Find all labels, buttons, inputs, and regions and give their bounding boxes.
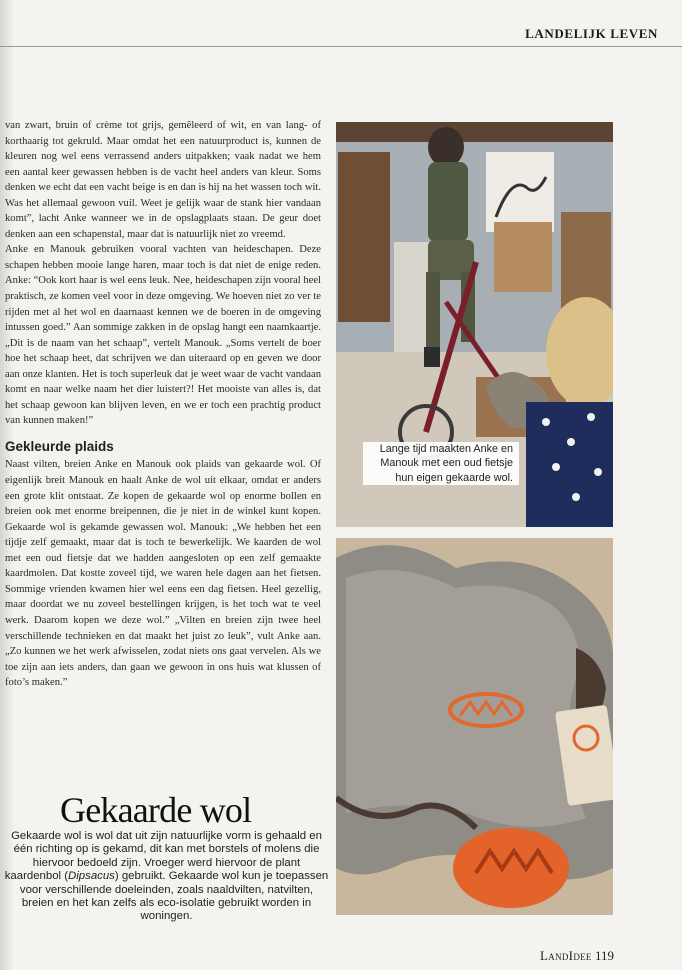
article-paragraph-2: Anke en Manouk gebruiken vooral vachten van heideschapen. Deze schapen hebben mooie lange haren, maar toch is dat niet de enige reden. Anke: “Ook kort haar is wel eens leuk. Nee, heideschapen zijn vooral heel praktisch, ze komen veel voor in deze omgeving. We hoeven niet zo ver te rijden met al het wol en daarnaast kennen we de boeren in de omgeving intussen goed.” Aan sommige zakken in de opslag hangt een naamkaartje. „Dit is de naam van het schaap”, vertelt Manouk. „Soms vertelt de boer hoe het schaap heet, dat schrijven we dan uiteraard op en geven we door aan onze klanten. Het is toch superleuk dat je weet waar de vacht vandaan komt en naar welke naam het dier luistert?! Het mooiste van alles is, dat het schaap gewoon kan blijven leven, en we er toch een prachtig product van kunnen maken!”	[5, 244, 321, 427]
infobox-body	[4, 830, 329, 924]
header-rule	[0, 46, 682, 47]
infobox-title: Gekaarde wol	[60, 790, 252, 830]
magazine-brand: LandIdee	[540, 948, 592, 963]
section-header: LANDELIJK LEVEN	[525, 26, 658, 41]
article-paragraph-1: van zwart, bruin of crème tot grijs, gemêleerd of wit, en van lang- of korthaarig tot gekruld. Maar omdat het een natuurproduct is, kunnen de kleuren nog wel eens verrassend anders uitpakken; vaak nadat we hem een aantal keer gewassen hebben is de vacht heel anders van kleur. Soms denken we echt dat een vacht beige is en dan is hij na het wassen toch wit. Was het allemaal gewoon vuil. Weet je gelijk waar de stank hier vandaan komt”, lacht Anke wanneer we in de opslagplaats staan. De geur doet denken aan een schapenstal, maar dat is natuurlijk niet zo vreemd.	[5, 120, 321, 240]
article-paragraph-3: Naast vilten, breien Anke en Manouk ook plaids van gekaarde wol. Of eigenlijk breit Manouk en haalt Anke de wol uit elkaar, omdat er anders een grote klit ontstaat. Ze kopen de gekaarde wol op enorme bollen en breien ook met enorme breipennen, die je niet in de winkel kunt kopen. Gekaarde wol is gekamde gewassen wol. Manouk: „We hebben het een tijdje zelf gemaakt, maar dat is toch te bewerkelijk. We kaarden de wol met een oud fietsje dat we hadden aangesloten op een zelf gemaakte kaardmolen. Dat kostte zoveel tijd, we waren hele dagen aan het fietsen. Sommige vrienden kwamen hier wel eens een dag fietsen. Heel gezellig, maar doordat we nu zoveel bestellingen krijgen, is het toch wat te veel werk. Daarom kopen we deze wol.” „Vilten en breien zijn twee heel verschillende technieken en dat maakt het juist zo leuk”, vult Anke aan. „Zo kunnen we het werk afwisselen, zodat niets ons gaat vervelen. Als we toe zijn aan iets anders, dan gaan we gewoon in ons huis wat klussen of foto’s maken.”	[5, 459, 321, 689]
article-column	[5, 118, 321, 691]
photo-caption: Lange tijd maakten Anke en Manouk met een oud fietsje hun eigen gekaarde wol.	[363, 442, 519, 485]
infobox-body-part-2: ) gebruikt. Gekaarde wol kun je toepassen voor verschillende doeleinden, zoals naaldvilten, natvilten, breien en het kan zelfs als eco-isolatie gebruikt worden in woningen.	[19, 870, 329, 923]
subheading-gekleurde-plaids: Gekleurde plaids	[5, 438, 114, 454]
page-number: 119	[594, 948, 614, 963]
infobox-body-part-1: Gekaarde wol is wol dat uit zijn natuurlijke vorm is gehaald en één richting op is gekamd, dit kan met borstels of molens die hiervoor bedoeld zijn. Vroeger werd hiervoor de plant kaardenbol (	[4, 830, 322, 883]
page-footer	[540, 948, 614, 964]
photo-felted-sheepskin-illustration	[336, 538, 613, 915]
infobox-body-italic: Dipsacus	[68, 870, 115, 883]
photo-felted-sheepskin	[336, 538, 613, 915]
